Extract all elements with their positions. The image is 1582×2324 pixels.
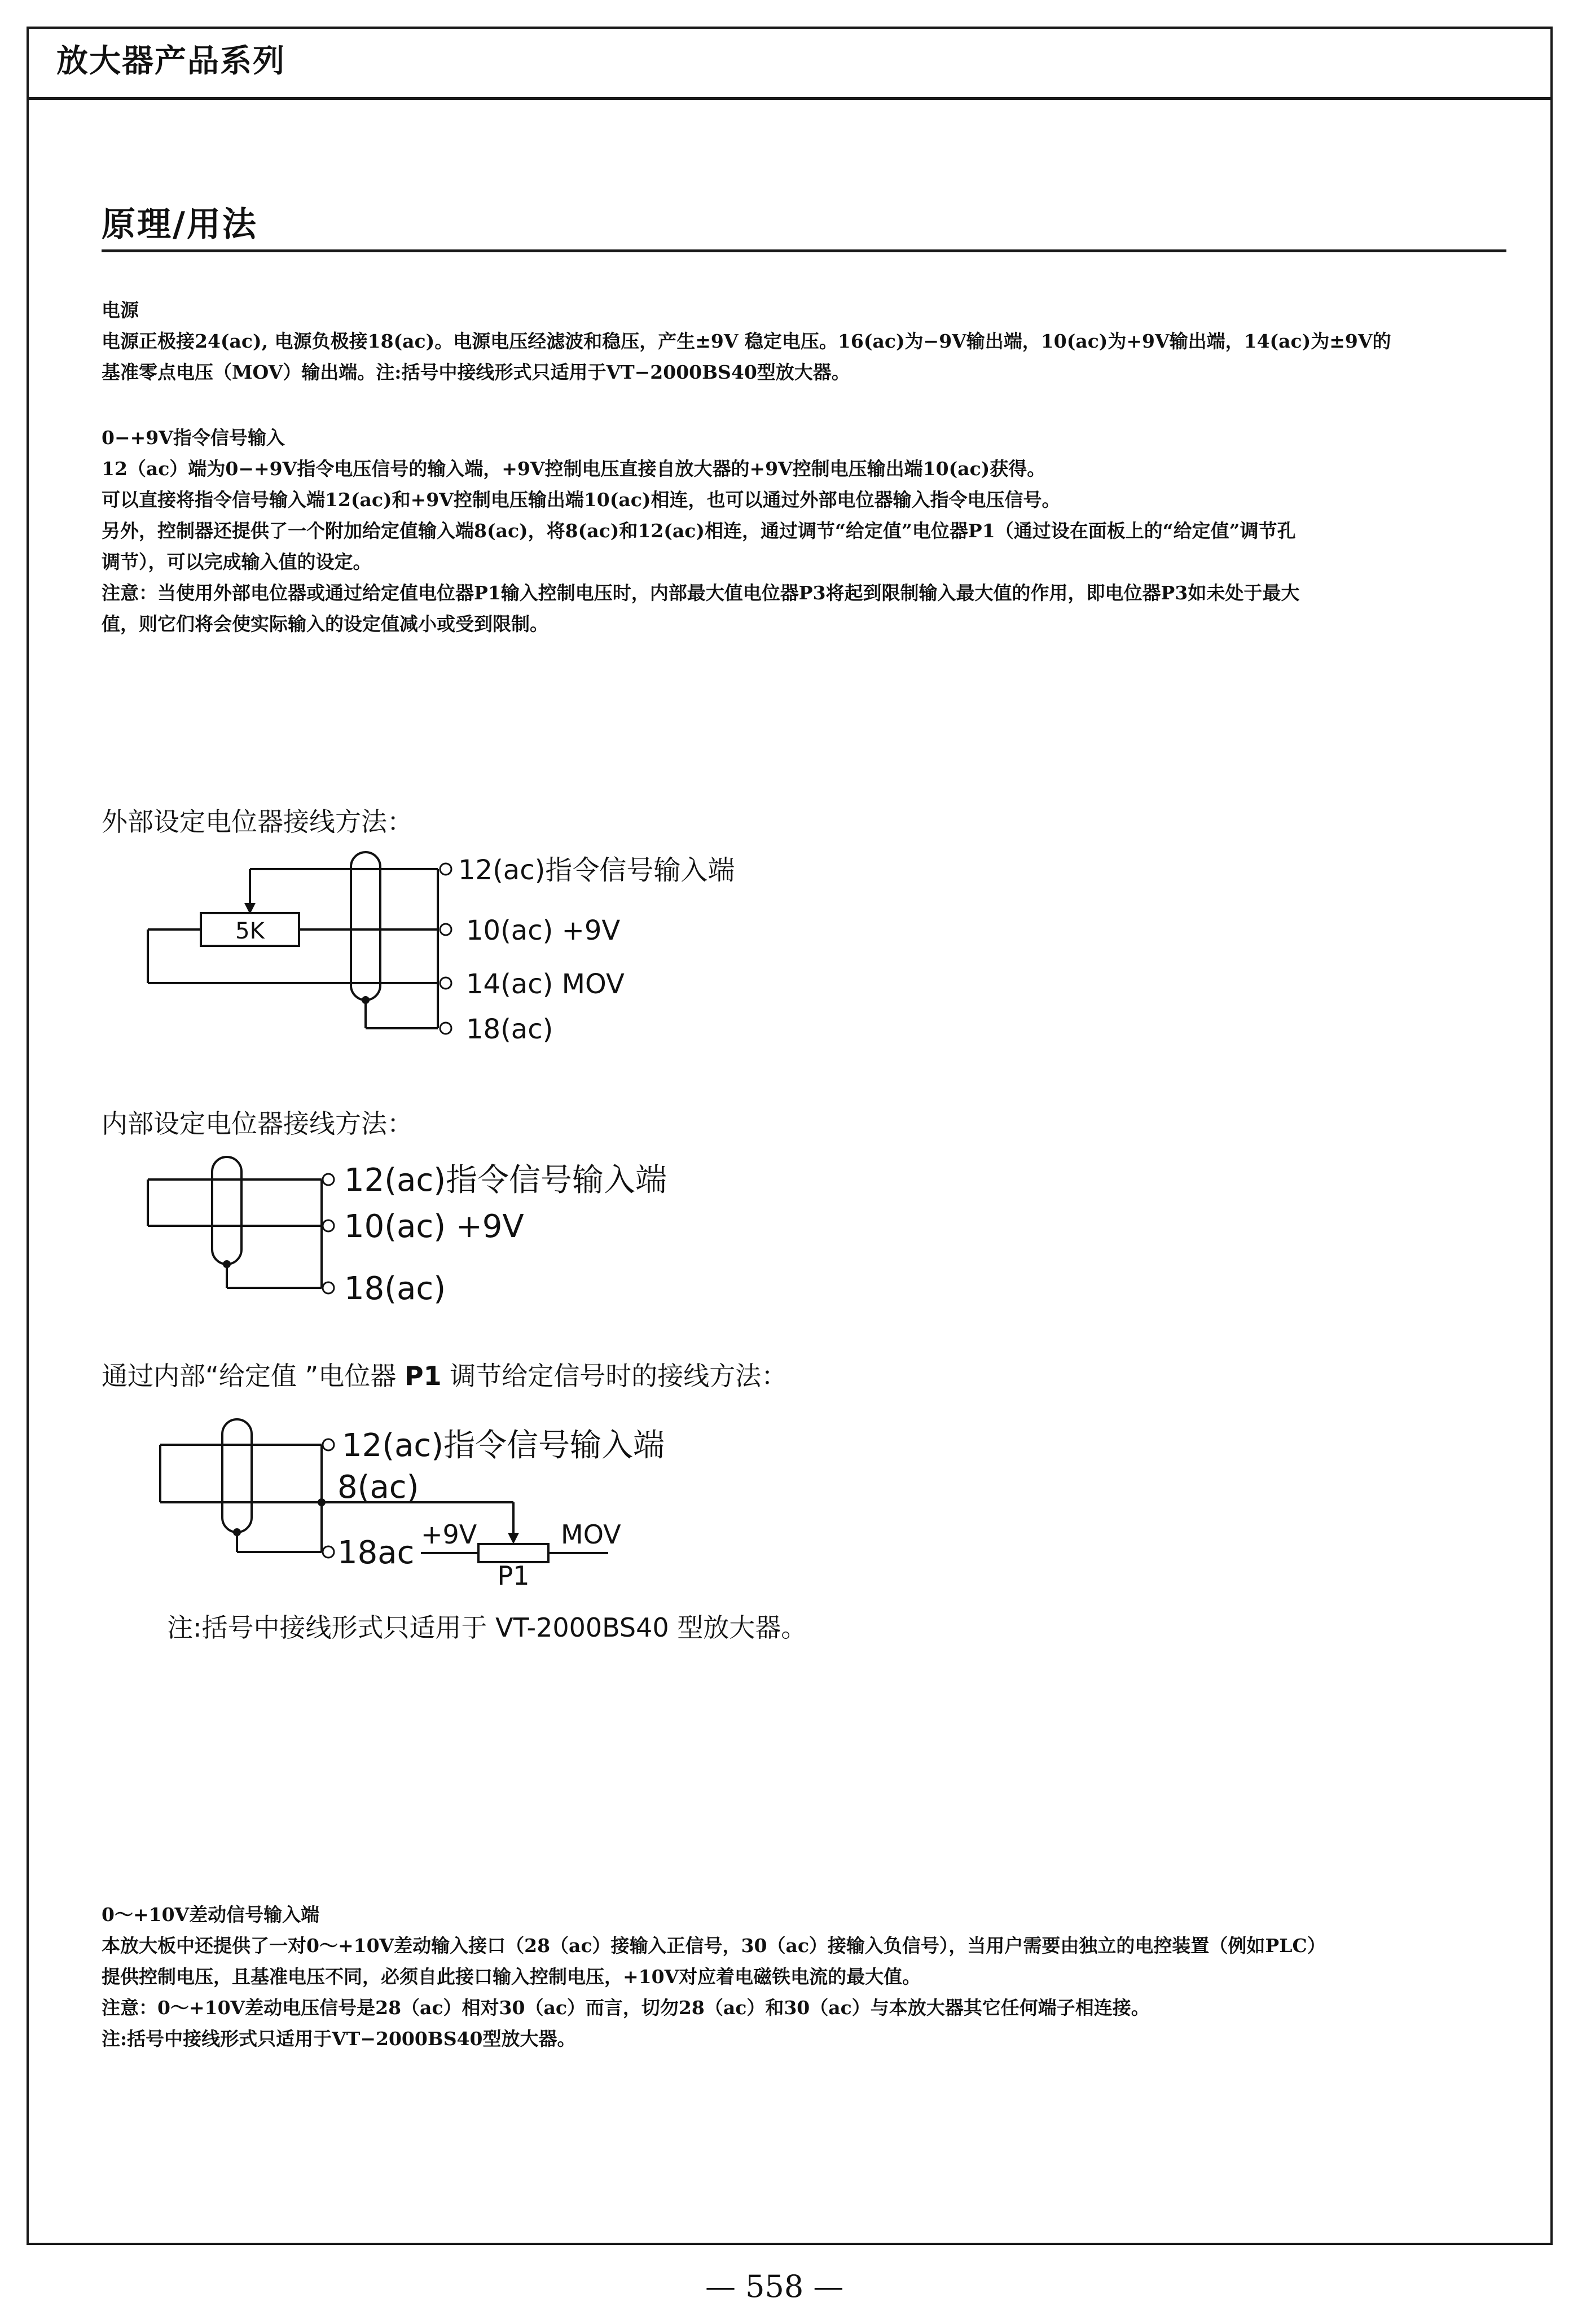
terminal-node: [440, 977, 451, 989]
p1-caption-text: 调节给定信号时的接线方法：: [441, 1361, 788, 1391]
terminal-node: [440, 863, 451, 875]
p1-caption-text: 通过内部“给定值 ”电位器: [102, 1361, 405, 1391]
shield-sleeve: [222, 1419, 252, 1532]
terminal-node: [440, 1023, 451, 1034]
pot-plus9v-label: +9V: [421, 1519, 477, 1550]
differential-heading: 0～+10V差动信号输入端: [102, 1904, 320, 1926]
command-input-line: 注意：当使用外部电位器或通过给定值电位器P1输入控制电压时，内部最大值电位器P3将起到限制输入最大值的作用，即电位器P3如未处于最大: [102, 582, 1300, 604]
terminal-label: 18ac: [337, 1534, 415, 1571]
command-input-line: 可以直接将指令信号输入端12(ac)和+9V控制电压输出端10(ac)相连，也可以通过外部电位器输入指令电压信号。: [102, 489, 1061, 511]
p1-note: 注:括号中接线形式只适用于 VT-2000BS40 型放大器。: [167, 1612, 807, 1643]
section-divider: [102, 249, 1506, 252]
terminal-label: 10(ac) +9V: [466, 915, 621, 946]
terminal-node: [323, 1282, 334, 1293]
wiper-arrow-icon: [508, 1533, 519, 1544]
command-input-line: 值，则它们将会使实际输入的设定值减小或受到限制。: [102, 613, 548, 635]
command-input-section: [102, 422, 1501, 639]
power-section: [102, 295, 1501, 388]
command-input-line: 另外，控制器还提供了一个附加给定值输入端8(ac)，将8(ac)和12(ac)相连，通过调节“给定值”电位器P1（通过设在面板上的“给定值”调节孔: [102, 520, 1296, 542]
terminal-node: [323, 1174, 334, 1185]
terminal-label: 12(ac)指令信号输入端: [342, 1427, 665, 1464]
command-input-line: 调节），可以完成输入值的设定。: [102, 551, 372, 573]
terminal-label: 14(ac) MOV: [466, 968, 625, 1000]
internal-pot-diagram: [0, 1146, 846, 1315]
command-input-line: 12（ac）端为0−+9V指令电压信号的输入端，+9V控制电压直接自放大器的+9V控制电压输出端10(ac)获得。: [102, 458, 1046, 480]
differential-line: 本放大板中还提供了一对0～+10V差动输入接口（28（ac）接输入正信号，30（ac）接输入负信号），当用户需要由独立的电控装置（例如PLC）: [102, 1935, 1326, 1957]
p1-pot-diagram: [0, 1411, 846, 1597]
terminal-label: 18(ac): [344, 1270, 446, 1307]
external-pot-diagram: [0, 835, 846, 1050]
terminal-node: [323, 1220, 334, 1231]
page-number: — 558 —: [705, 2269, 844, 2304]
internal-pot-caption: 内部设定电位器接线方法：: [102, 1108, 413, 1139]
terminal-label: 12(ac)指令信号输入端: [458, 854, 735, 886]
terminal-label: 8(ac): [337, 1469, 419, 1506]
pot-p1-label: P1: [497, 1560, 530, 1591]
section-title: 原理/用法: [102, 205, 258, 244]
differential-line: 注意：0～+10V差动电压信号是28（ac）相对30（ac）而言，切勿28（ac）和30（ac）与本放大器其它任何端子相连接。: [102, 1997, 1150, 2019]
page-title: 放大器产品系列: [56, 43, 285, 80]
shield-sleeve: [351, 852, 380, 1000]
terminal-node: [323, 1439, 334, 1450]
terminal-label: 12(ac)指令信号输入端: [344, 1162, 667, 1199]
shield-sleeve: [212, 1157, 241, 1264]
resistor-label: 5K: [235, 918, 265, 944]
differential-line: 注:括号中接线形式只适用于VT−2000BS40型放大器。: [102, 2028, 576, 2050]
pot-mov-label: MOV: [561, 1519, 621, 1550]
differential-line: 提供控制电压，且基准电压不同，必须自此接口输入控制电压，+10V对应着电磁铁电流的最大值。: [102, 1966, 921, 1988]
terminal-label: 10(ac) +9V: [344, 1208, 524, 1245]
external-pot-caption: 外部设定电位器接线方法：: [102, 806, 413, 837]
power-heading: 电源: [102, 299, 139, 321]
differential-section: [102, 1899, 1501, 2054]
junction-dot: [233, 1528, 241, 1536]
terminal-node: [323, 1546, 334, 1558]
terminal-label: 18(ac): [466, 1014, 553, 1045]
terminal-node: [440, 924, 451, 935]
junction-dot: [362, 996, 370, 1004]
power-line: 电源正极接24(ac), 电源负极接18(ac)。电源电压经滤波和稳压，产生±9V 稳定电压。16(ac)为−9V输出端，10(ac)为+9V输出端，14(ac)为±9V的: [102, 330, 1391, 352]
command-input-heading: 0−+9V指令信号输入: [102, 427, 285, 449]
power-line: 基准零点电压（MOV）输出端。注:括号中接线形式只适用于VT−2000BS40型放大器。: [102, 361, 850, 383]
p1-caption-bold: P1: [404, 1361, 442, 1391]
potentiometer-p1: [478, 1544, 548, 1562]
p1-pot-caption: [102, 1356, 787, 1393]
junction-dot: [223, 1260, 231, 1268]
